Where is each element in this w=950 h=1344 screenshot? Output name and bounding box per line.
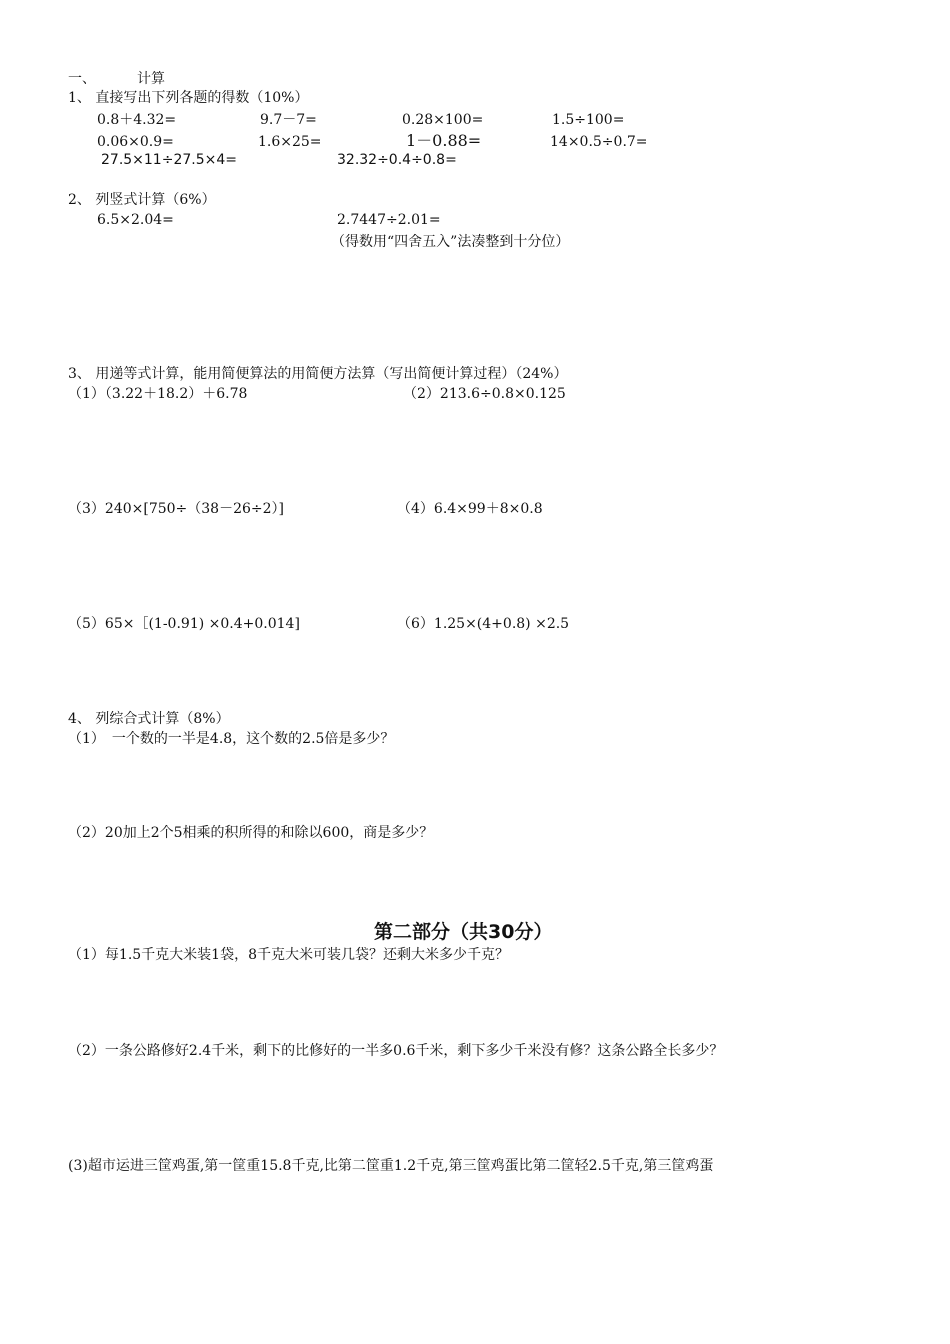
q1-title: 1、 直接写出下列各题的得数（10%） — [68, 90, 309, 106]
q1-item: 1－0.88= — [406, 131, 482, 150]
section2-problem: （2）一条公路修好2.4千米，剩下的比修好的一半多0.6千米，剩下多少千米没有修？这条公路全长多少？ — [68, 1043, 724, 1059]
q3-item: （5）65×［(1-0.91) ×0.4+0.014] — [68, 616, 300, 632]
q4-title: 4、 列综合式计算（8%） — [68, 711, 230, 727]
q2-item: 2.7447÷2.01= — [337, 212, 441, 228]
q4-item: （2）20加上2个5相乘的积所得的和除以600，商是多少？ — [68, 825, 434, 841]
q3-item: （4）6.4×99＋8×0.8 — [397, 501, 543, 517]
q2-note: （得数用“四舍五入”法凑整到十分位） — [331, 234, 570, 250]
q3-item: （3）240×[750÷（38－26÷2）] — [68, 501, 285, 517]
section2-title: 第二部分（共30分） — [374, 921, 553, 943]
q1-item: 9.7－7= — [260, 112, 317, 128]
section-number: 一、 — [68, 71, 96, 87]
q1-item: 14×0.5÷0.7= — [550, 134, 648, 150]
q1-item: 0.06×0.9= — [97, 134, 174, 150]
q1-item: 27.5×11÷27.5×4= — [101, 152, 237, 168]
q3-item: （6）1.25×(4+0.8) ×2.5 — [397, 616, 570, 632]
q1-item: 1.5÷100= — [552, 112, 625, 128]
section-heading: 计算 — [137, 71, 165, 87]
section2-problem: （1）每1.5千克大米装1袋，8千克大米可装几袋？还剩大米多少千克？ — [68, 947, 509, 963]
q1-item: 0.8＋4.32= — [97, 112, 177, 128]
q2-title: 2、 列竖式计算（6%） — [68, 192, 216, 208]
q1-item: 1.6×25= — [258, 134, 322, 150]
q1-item: 0.28×100= — [402, 112, 484, 128]
q1-item: 32.32÷0.4÷0.8= — [337, 152, 457, 168]
section2-problem: (3)超市运进三筐鸡蛋,第一筐重15.8千克,比第二筐重1.2千克,第三筐鸡蛋比第二筐轻2.5千克,第三筐鸡蛋 — [68, 1158, 714, 1174]
q3-item: （1）（3.22＋18.2）＋6.78 — [68, 386, 248, 402]
q3-title: 3、 用递等式计算，能用简便算法的用简便方法算（写出简便计算过程）（24%） — [68, 366, 568, 382]
q3-item: （2）213.6÷0.8×0.125 — [403, 386, 566, 402]
q4-item: （1） 一个数的一半是4.8，这个数的2.5倍是多少？ — [68, 731, 395, 747]
q2-item: 6.5×2.04= — [97, 212, 174, 228]
